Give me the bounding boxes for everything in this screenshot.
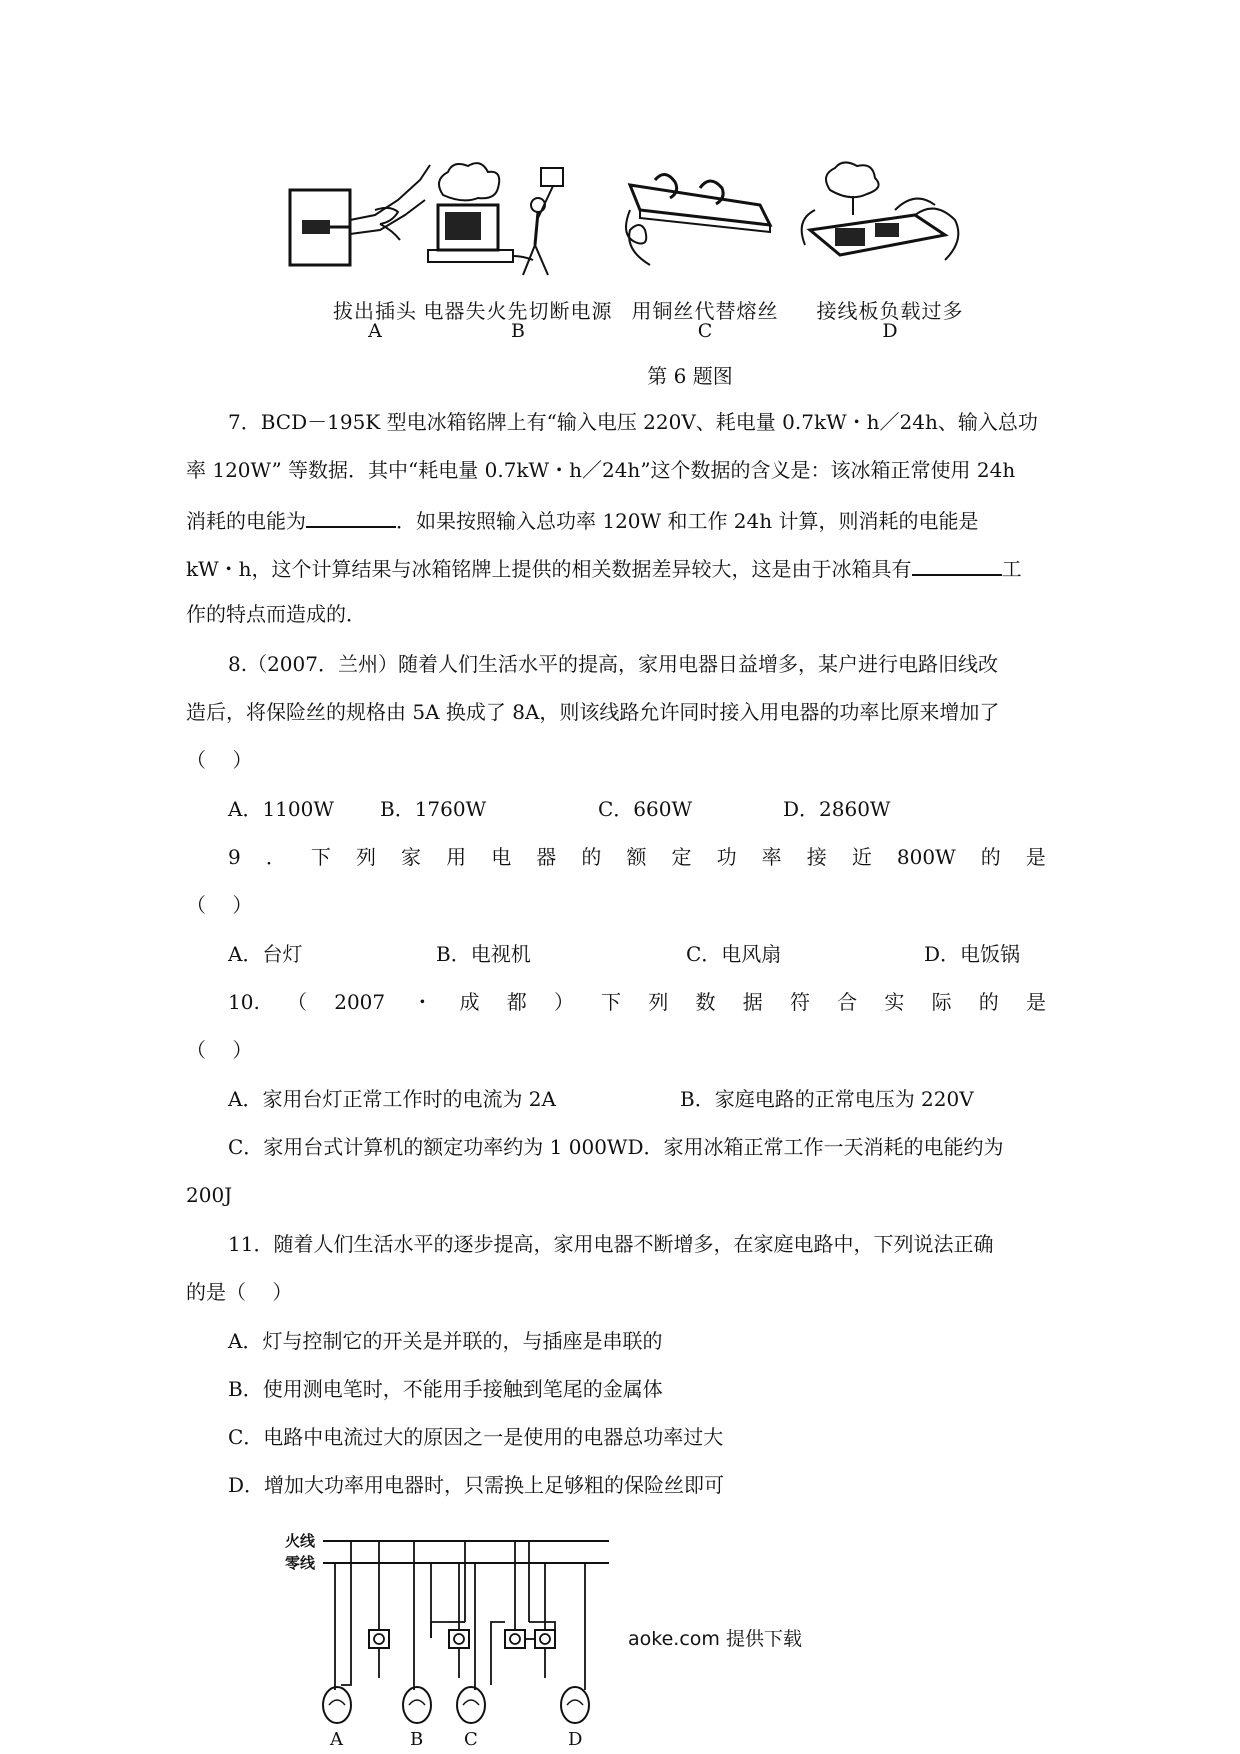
q9-word: 率 [761, 845, 782, 869]
q9-word: 电 [491, 845, 512, 869]
copper-wire-illustration [610, 160, 800, 290]
q10-option-a[interactable]: A．家用台灯正常工作时的电流为 2A [228, 1087, 556, 1111]
figure-panel-c [610, 160, 800, 350]
q9-word: 下 [310, 845, 331, 869]
overloaded-strip-illustration [795, 160, 985, 290]
panel-c-letter: C [697, 320, 713, 342]
lamp-b-label: B [410, 1729, 424, 1750]
q9-word: 是 [1025, 845, 1046, 869]
q8-option-c[interactable]: C．660W [598, 797, 693, 821]
q7-answer-blank-1[interactable] [306, 504, 396, 528]
panel-b-letter: B [511, 320, 525, 342]
q11-option-b[interactable]: B．使用测电笔时，不能用手接触到笔尾的金属体 [228, 1377, 663, 1401]
q10-word: 2007 [334, 990, 386, 1014]
q7-line-4 [186, 552, 1022, 583]
q9-option-d[interactable]: D．电饭锅 [924, 942, 1021, 966]
q10-word: ） [553, 990, 574, 1014]
q8-line-1: 8.（2007．兰州）随着人们生活水平的提高，家用电器日益增多，某户进行电路旧线改 [228, 652, 998, 676]
lamp-c-label: C [464, 1729, 478, 1750]
q9-word: 功 [716, 845, 737, 869]
lamp-d-label: D [568, 1729, 583, 1750]
q11-line-1: 11．随着人们生活水平的逐步提高，家用电器不断增多，在家庭电路中，下列说法正确 [228, 1232, 994, 1256]
q9-word: 接 [806, 845, 827, 869]
q10-option-cd-continued: 200J [186, 1183, 233, 1207]
q10-word: 列 [648, 990, 669, 1014]
q9-paren: （ ） [186, 893, 253, 917]
q9-option-c[interactable]: C．电风扇 [686, 942, 782, 966]
figure-6-caption: 第 6 题图 [647, 364, 733, 388]
q9-word: 列 [355, 845, 376, 869]
q9-word: 器 [536, 845, 557, 869]
q10-word: ・ [412, 990, 433, 1014]
neutral-wire-label: 零线 [285, 1554, 316, 1572]
q8-line-2: 造后，将保险丝的规格由 5A 换成了 8A，则该线路允许同时接入用电器的功率比原来增加了 [186, 700, 1000, 724]
figure-panel-b [423, 160, 613, 350]
q7-answer-blank-2[interactable] [912, 552, 1002, 576]
q10-option-cd[interactable]: C．家用台式计算机的额定功率约为 1 000WD．家用冰箱正常工作一天消耗的电能约为 [228, 1135, 1004, 1159]
watermark-text: aoke.com 提供下载 [628, 1628, 802, 1650]
q10-word: 是 [1025, 990, 1046, 1014]
q8-option-b[interactable]: B．1760W [380, 797, 487, 821]
q7-line-2: 率 120W” 等数据．其中“耗电量 0.7kW・h／24h”这个数据的含义是：该冰箱正常使用 24h [186, 458, 1016, 482]
q7-line-3-end: ．如果按照输入总功率 120W 和工作 24h 计算，则消耗的电能是 [396, 509, 979, 533]
q11-line-2: 的是（ ） [186, 1280, 293, 1304]
q8-line-3: （ ） [186, 748, 253, 772]
q10-line-1 [228, 988, 1046, 1016]
fire-illustration [423, 160, 613, 290]
lamp-b-icon [403, 1687, 431, 1723]
q10-word: 实 [884, 990, 905, 1014]
q9-word: 的 [980, 845, 1001, 869]
panel-c-label: 用铜丝代替熔丝 [631, 299, 779, 323]
q9-word: 近 [851, 845, 872, 869]
q10-word: 10. [228, 990, 260, 1014]
q8-option-d[interactable]: D．2860W [783, 797, 891, 821]
lamp-c-icon [457, 1687, 485, 1723]
q10-word: 合 [837, 990, 858, 1014]
q10-word: 数 [695, 990, 716, 1014]
q9-word: 家 [401, 845, 422, 869]
q11-option-a[interactable]: A．灯与控制它的开关是并联的，与插座是串联的 [228, 1329, 663, 1353]
lamp-d-icon [561, 1687, 589, 1723]
circuit-diagram [285, 1530, 625, 1754]
lamp-a-label: A [330, 1729, 343, 1750]
q9-word: 800W [896, 845, 956, 869]
q9-word: 定 [671, 845, 692, 869]
q9-word: ． [265, 845, 286, 869]
q10-word: 的 [978, 990, 999, 1014]
panel-a-letter: A [368, 320, 382, 342]
q9-word: 额 [626, 845, 647, 869]
panel-d-label: 接线板负载过多 [816, 299, 964, 323]
q11-option-c[interactable]: C．电路中电流过大的原因之一是使用的电器总功率过大 [228, 1425, 724, 1449]
q9-word: 9 [228, 845, 241, 869]
q7-line-1: 7．BCD－195K 型电冰箱铭牌上有“输入电压 220V、耗电量 0.7kW・h／24h、输入总功 [228, 410, 1038, 434]
q9-line-1 [228, 843, 1046, 871]
q7-line-5: 作的特点而造成的． [186, 602, 366, 626]
q10-word: 际 [931, 990, 952, 1014]
lamp-a-icon [323, 1687, 351, 1723]
q8-option-a[interactable]: A．1100W [228, 797, 334, 821]
q10-option-b[interactable]: B．家庭电路的正常电压为 220V [680, 1087, 974, 1111]
q7-line-4-end: 工 [1001, 557, 1022, 581]
q10-word: 都 [506, 990, 527, 1014]
circuit-wiring [285, 1530, 625, 1730]
figure-6 [280, 160, 1080, 350]
q9-word: 的 [581, 845, 602, 869]
q7-line-3 [186, 504, 979, 535]
panel-d-letter: D [882, 320, 898, 342]
q10-paren: （ ） [186, 1038, 253, 1062]
panel-b-label: 电器失火先切断电源 [423, 299, 613, 323]
q9-word: 用 [446, 845, 467, 869]
q7-line-3-start: 消耗的电能为 [186, 509, 306, 533]
q10-word: 据 [742, 990, 763, 1014]
q10-word: 下 [601, 990, 622, 1014]
q7-line-4-start: kW・h，这个计算结果与冰箱铭牌上提供的相关数据差异较大，这是由于冰箱具有 [186, 557, 912, 581]
q10-word: 成 [459, 990, 480, 1014]
figure-panel-d [795, 160, 985, 350]
q10-word: （ [287, 990, 308, 1014]
q9-option-a[interactable]: A．台灯 [228, 942, 303, 966]
q11-option-d[interactable]: D．增加大功率用电器时，只需换上足够粗的保险丝即可 [228, 1473, 725, 1497]
panel-a-label: 拔出插头 [333, 299, 417, 323]
q10-word: 符 [789, 990, 810, 1014]
live-wire-label: 火线 [285, 1532, 316, 1550]
q9-option-b[interactable]: B．电视机 [436, 942, 531, 966]
